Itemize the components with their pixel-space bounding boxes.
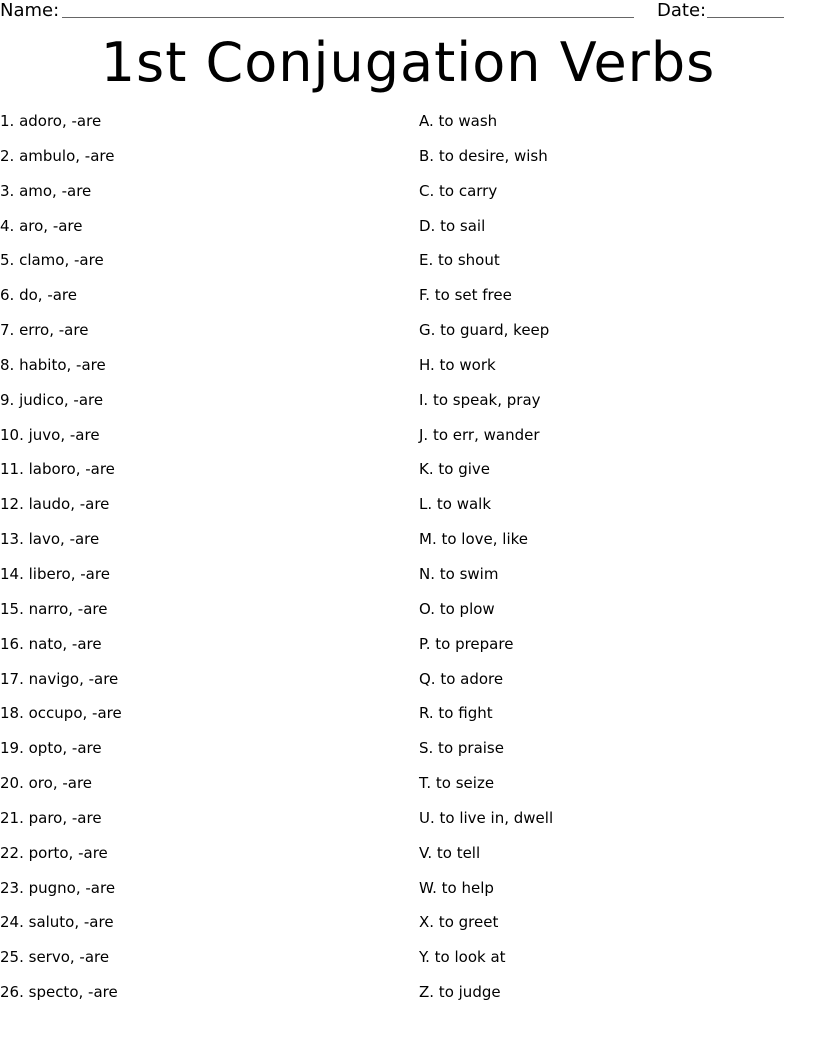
definition-item: A. to wash [419,112,498,130]
name-label: Name: [0,0,60,21]
latin-verbs-list [0,104,400,1010]
definition-item: E. to shout [419,251,500,270]
definition-item: Z. to judge [419,983,501,1002]
verb-item: 11. laboro, -are [0,460,115,479]
definition-item: K. to give [419,460,490,479]
name-blank-line[interactable] [62,17,634,18]
verb-item: 23. pugno, -are [0,878,116,897]
verb-item: 22. porto, -are [0,843,108,862]
verb-item: 4. aro, -are [0,216,83,235]
verb-item: 19. opto, -are [0,739,102,758]
verb-item: 5. clamo, -are [0,251,104,270]
verb-item: 1. adoro, -are [0,112,102,130]
definition-item: T. to seize [419,774,495,793]
verb-item: 16. nato, -are [0,634,102,653]
verb-item: 26. specto, -are [0,983,118,1002]
definition-item: C. to carry [419,181,498,200]
verb-item: 17. navigo, -are [0,669,119,688]
english-definitions-list [419,104,816,1010]
definition-item: U. to live in, dwell [419,808,554,827]
definition-item: M. to love, like [419,530,529,549]
definition-item: G. to guard, keep [419,321,550,340]
definition-item: I. to speak, pray [419,390,541,409]
definition-item: O. to plow [419,599,495,618]
definition-item: Y. to look at [419,948,506,967]
definition-item: R. to fight [419,704,493,723]
verb-item: 13. lavo, -are [0,530,100,549]
definition-item: B. to desire, wish [419,146,548,165]
verb-item: 25. servo, -are [0,948,110,967]
verb-item: 7. erro, -are [0,321,89,340]
definition-item: F. to set free [419,286,512,305]
verb-item: 9. judico, -are [0,390,104,409]
verb-item: 15. narro, -are [0,599,108,618]
definition-item: H. to work [419,355,496,374]
verb-item: 20. oro, -are [0,774,93,793]
verb-item: 14. libero, -are [0,564,110,583]
verb-item: 6. do, -are [0,286,77,305]
definition-item: V. to tell [419,843,481,862]
definition-item: X. to greet [419,913,499,932]
verb-item: 8. habito, -are [0,355,106,374]
date-blank-line[interactable] [707,17,784,18]
definition-item: Q. to adore [419,669,504,688]
definition-item: J. to err, wander [419,425,540,444]
verb-item: 18. occupo, -are [0,704,122,723]
definition-item: S. to praise [419,739,504,758]
page-title: 1st Conjugation Verbs [100,31,716,94]
verb-item: 3. amo, -are [0,181,92,200]
definition-item: N. to swim [419,564,499,583]
verb-item: 10. juvo, -are [0,425,100,444]
verb-item: 21. paro, -are [0,808,102,827]
definition-item: L. to walk [419,495,492,514]
date-label: Date: [657,0,707,21]
definition-item: W. to help [419,878,494,897]
verb-item: 12. laudo, -are [0,495,110,514]
verb-item: 24. saluto, -are [0,913,114,932]
worksheet-header [0,0,816,24]
definition-item: P. to prepare [419,634,514,653]
verb-item: 2. ambulo, -are [0,146,115,165]
definition-item: D. to sail [419,216,486,235]
